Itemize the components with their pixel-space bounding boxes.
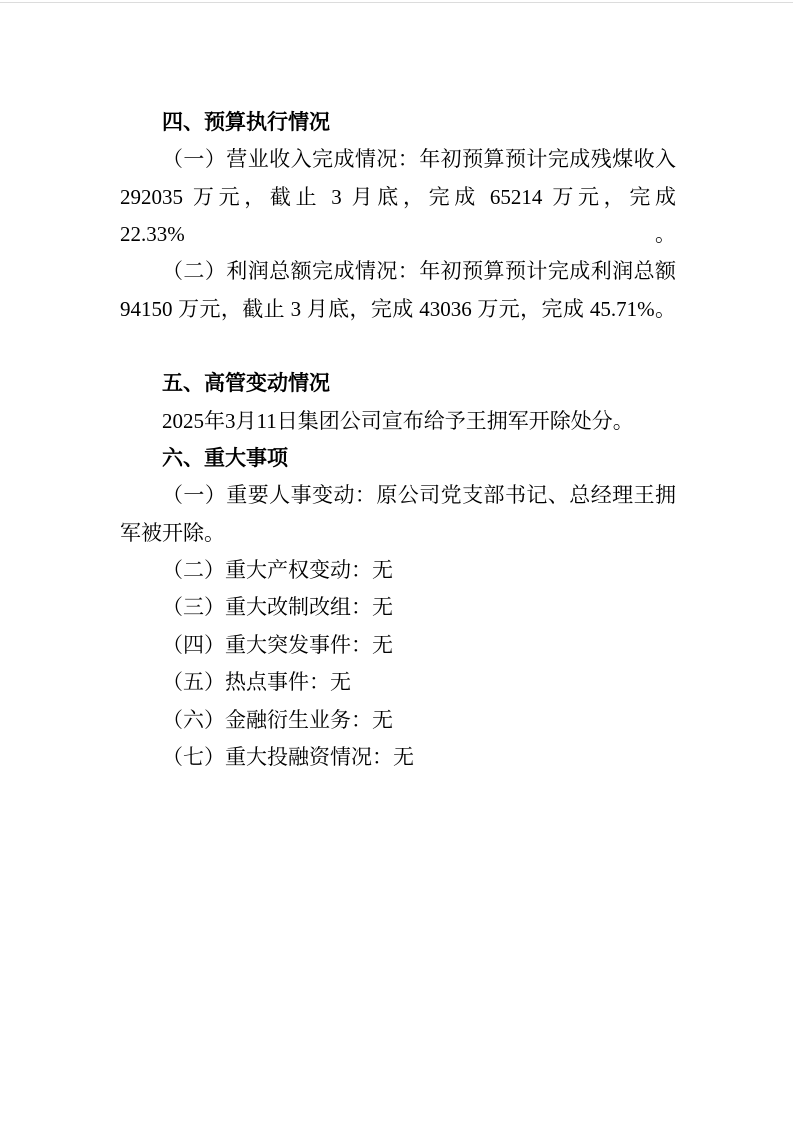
paragraph-line: （五）热点事件：无 [162,670,351,695]
paragraph-line: （四）重大突发事件：无 [162,632,393,657]
paragraph-line: 军被开除。 [120,520,225,545]
section-heading-major-events: 六、重大事项 [162,447,288,471]
paragraph-line: （三）重大改制改组：无 [162,595,393,620]
paragraph-line: （一）重要人事变动：原公司党支部书记、总经理王拥 [162,483,676,508]
section-heading-budget-execution: 四、预算执行情况 [162,111,330,134]
paragraph-line: （二）重大产权变动：无 [162,558,393,583]
paragraph-line: （二）利润总额完成情况：年初预算预计完成利润总额 [162,259,676,284]
document-body [120,104,676,776]
blank-line [120,328,676,365]
paragraph-line: 94150 万元，截止 3 月底，完成 43036 万元，完成 45.71%。 [120,296,676,321]
section-heading-executive-changes: 五、高管变动情况 [162,372,330,396]
paragraph-line: 292035 万元，截止 3 月底，完成 65214 万元，完成 22.33%。 [120,184,676,247]
paragraph-line: 2025年3月11日集团公司宣布给予王拥军开除处分。 [162,408,634,433]
paragraph-line: （七）重大投融资情况：无 [162,744,414,769]
paragraph-line: （六）金融衍生业务：无 [162,707,393,732]
page-top-rule [0,2,793,3]
paragraph-line: （一）营业收入完成情况：年初预算预计完成残煤收入 [162,147,676,172]
